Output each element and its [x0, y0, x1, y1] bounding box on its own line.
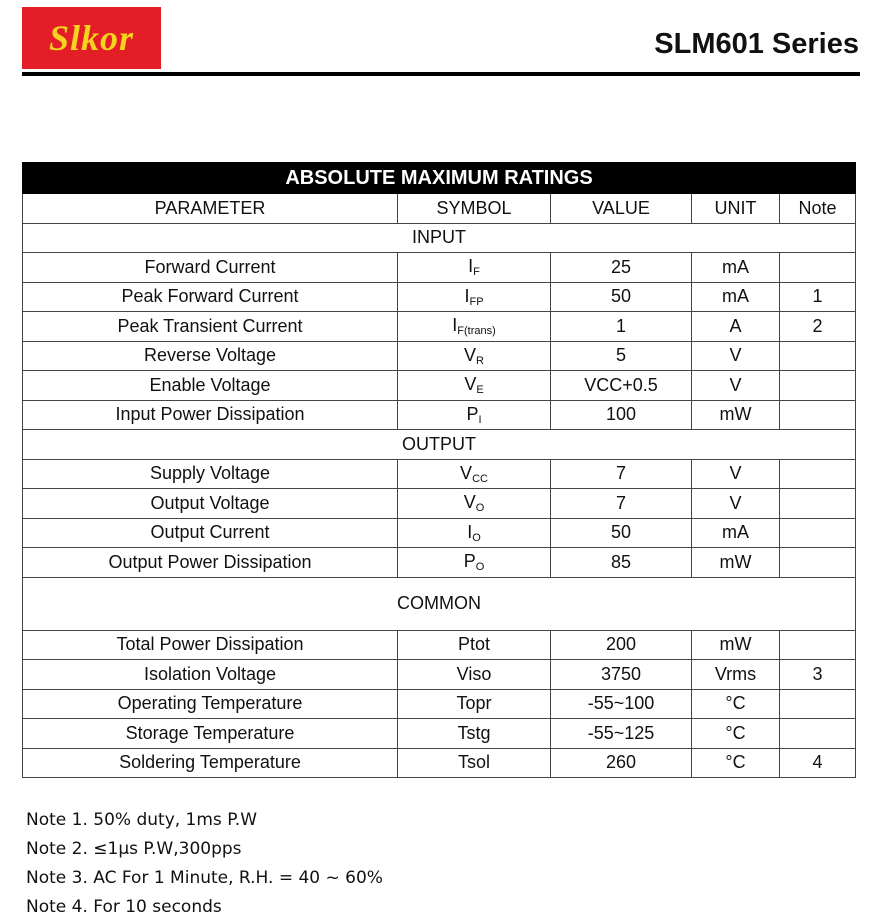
param-cell: Total Power Dissipation — [23, 630, 398, 660]
symbol-base: V — [463, 492, 476, 513]
note-cell: 2 — [780, 312, 856, 342]
table-row — [23, 689, 856, 719]
table-row — [23, 312, 856, 342]
symbol-subscript: O — [475, 561, 485, 574]
value-cell: 85 — [551, 548, 692, 578]
symbol-cell — [398, 341, 551, 371]
unit-cell: mA — [692, 253, 780, 283]
unit-cell: A — [692, 312, 780, 342]
param-cell: Output Power Dissipation — [23, 548, 398, 578]
value-cell: 260 — [551, 748, 692, 778]
symbol-cell: Tstg — [398, 719, 551, 749]
param-cell: Input Power Dissipation — [23, 400, 398, 430]
table-row — [23, 660, 856, 690]
unit-cell: mA — [692, 518, 780, 548]
param-cell: Enable Voltage — [23, 371, 398, 401]
symbol-cell — [398, 371, 551, 401]
symbol-cell — [398, 400, 551, 430]
symbol-subscript: O — [475, 502, 485, 515]
param-cell: Peak Forward Current — [23, 282, 398, 312]
value-cell: 1 — [551, 312, 692, 342]
value-cell: -55~125 — [551, 719, 692, 749]
unit-cell: mA — [692, 282, 780, 312]
param-cell: Peak Transient Current — [23, 312, 398, 342]
column-header-note: Note — [780, 194, 856, 224]
note-cell: 3 — [780, 660, 856, 690]
symbol-subscript: E — [476, 384, 484, 397]
symbol-cell — [398, 459, 551, 489]
symbol-base: P — [463, 551, 476, 572]
header-divider — [22, 72, 860, 76]
note-1: Note 1. 50% duty, 1ms P.W — [26, 810, 258, 830]
table-row — [23, 548, 856, 578]
symbol-base: V — [464, 374, 477, 395]
note-cell — [780, 400, 856, 430]
symbol-cell — [398, 489, 551, 519]
param-cell: Reverse Voltage — [23, 341, 398, 371]
param-cell: Output Voltage — [23, 489, 398, 519]
table-row — [23, 630, 856, 660]
symbol-subscript: FP — [469, 295, 484, 308]
unit-cell: mW — [692, 548, 780, 578]
symbol-subscript: CC — [472, 472, 488, 485]
section-input: INPUT — [23, 223, 856, 253]
section-common: COMMON — [23, 577, 856, 630]
symbol-cell: Topr — [398, 689, 551, 719]
note-cell — [780, 341, 856, 371]
unit-cell: V — [692, 341, 780, 371]
table-row — [23, 748, 856, 778]
value-cell: 100 — [551, 400, 692, 430]
value-cell: VCC+0.5 — [551, 371, 692, 401]
symbol-base: I — [468, 256, 474, 277]
symbol-base: V — [464, 344, 477, 365]
unit-cell: °C — [692, 748, 780, 778]
table-row — [23, 253, 856, 283]
symbol-base: I — [467, 521, 473, 542]
value-cell: -55~100 — [551, 689, 692, 719]
param-cell: Operating Temperature — [23, 689, 398, 719]
unit-cell: °C — [692, 689, 780, 719]
unit-cell: V — [692, 459, 780, 489]
symbol-subscript: I — [478, 413, 482, 426]
note-cell: 1 — [780, 282, 856, 312]
value-cell: 7 — [551, 489, 692, 519]
table-row — [23, 489, 856, 519]
note-cell — [780, 371, 856, 401]
page-title: SLM601 Series — [654, 28, 859, 60]
symbol-cell — [398, 548, 551, 578]
param-cell: Storage Temperature — [23, 719, 398, 749]
note-3: Note 3. AC For 1 Minute, R.H. = 40 ~ 60% — [26, 868, 383, 888]
column-header-symbol: SYMBOL — [398, 194, 551, 224]
unit-cell: V — [692, 371, 780, 401]
symbol-cell — [398, 282, 551, 312]
note-cell — [780, 459, 856, 489]
symbol-base: V — [460, 462, 473, 483]
table-row — [23, 341, 856, 371]
note-cell — [780, 719, 856, 749]
brand-logo — [22, 7, 161, 69]
logo-text: Slkor — [48, 18, 135, 58]
note-cell — [780, 489, 856, 519]
note-cell — [780, 518, 856, 548]
symbol-cell — [398, 312, 551, 342]
unit-cell: Vrms — [692, 660, 780, 690]
table-row — [23, 371, 856, 401]
symbol-subscript: F(trans) — [457, 325, 496, 338]
symbol-base: I — [464, 285, 470, 306]
symbol-cell: Tsol — [398, 748, 551, 778]
absolute-maximum-ratings-table — [22, 162, 856, 778]
column-header-value: VALUE — [551, 194, 692, 224]
table-title: ABSOLUTE MAXIMUM RATINGS — [23, 163, 856, 194]
table-row — [23, 282, 856, 312]
note-2: Note 2. ≤1μs P.W,300pps — [26, 839, 242, 859]
unit-cell: mW — [692, 630, 780, 660]
symbol-subscript: F — [473, 266, 480, 279]
note-cell — [780, 253, 856, 283]
symbol-subscript: R — [476, 354, 484, 367]
table-row — [23, 518, 856, 548]
notes-section — [26, 806, 383, 922]
symbol-cell: Ptot — [398, 630, 551, 660]
value-cell: 25 — [551, 253, 692, 283]
note-cell — [780, 689, 856, 719]
symbol-subscript: O — [472, 531, 481, 544]
value-cell: 3750 — [551, 660, 692, 690]
symbol-base: P — [466, 403, 479, 424]
param-cell: Output Current — [23, 518, 398, 548]
param-cell: Forward Current — [23, 253, 398, 283]
symbol-base: I — [452, 315, 458, 336]
param-cell: Isolation Voltage — [23, 660, 398, 690]
param-cell: Supply Voltage — [23, 459, 398, 489]
value-cell: 50 — [551, 518, 692, 548]
note-cell — [780, 548, 856, 578]
column-header-unit: UNIT — [692, 194, 780, 224]
symbol-cell: Viso — [398, 660, 551, 690]
note-4: Note 4. For 10 seconds — [26, 897, 222, 917]
value-cell: 50 — [551, 282, 692, 312]
param-cell: Soldering Temperature — [23, 748, 398, 778]
value-cell: 200 — [551, 630, 692, 660]
value-cell: 5 — [551, 341, 692, 371]
table-row — [23, 400, 856, 430]
section-output: OUTPUT — [23, 430, 856, 460]
unit-cell: °C — [692, 719, 780, 749]
unit-cell: mW — [692, 400, 780, 430]
symbol-cell — [398, 253, 551, 283]
table-row — [23, 719, 856, 749]
note-cell: 4 — [780, 748, 856, 778]
table-row — [23, 459, 856, 489]
unit-cell: V — [692, 489, 780, 519]
note-cell — [780, 630, 856, 660]
symbol-cell — [398, 518, 551, 548]
column-header-parameter: PARAMETER — [23, 194, 398, 224]
value-cell: 7 — [551, 459, 692, 489]
